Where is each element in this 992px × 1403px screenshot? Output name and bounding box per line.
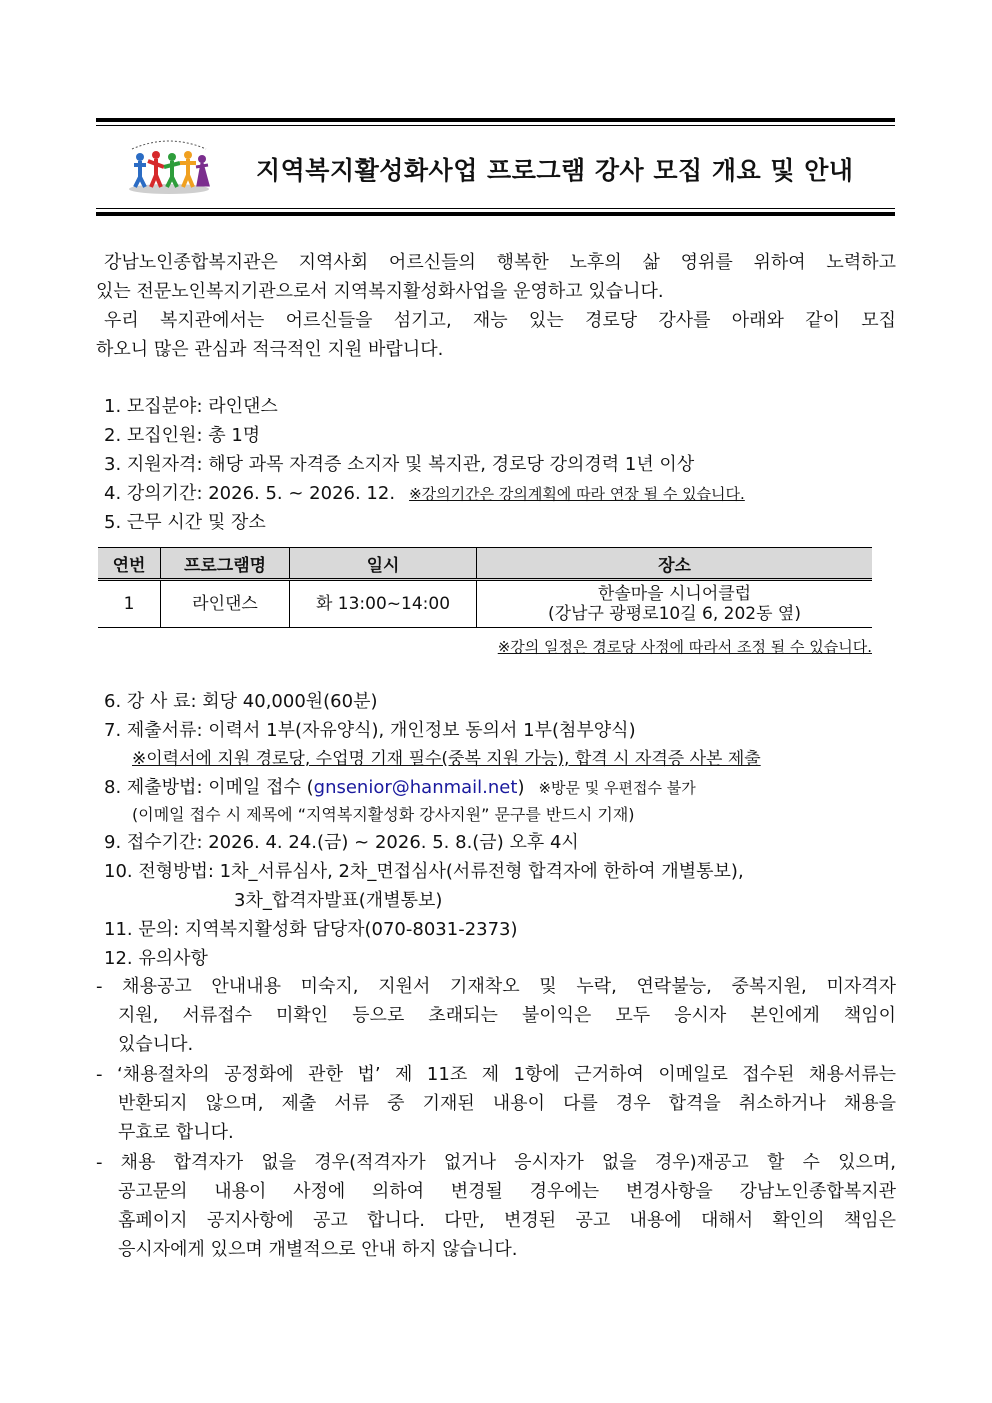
item-contact: 11. 문의: 지역복지활성화 담당자(070-8031-2373) [104,919,518,940]
page-title: 지역복지활성화사업 프로그램 강사 모집 개요 및 안내 [256,156,854,185]
item-selection-method: 10. 전형방법: 1차_서류심사, 2차_면접심사(서류전형 합격자에 한하여 개별통보), [104,861,744,882]
documents-note: ※이력서에 지원 경로당, 수업명 기재 필수(중복 지원 가능), 합격 시 자격증 사본 제출 [132,749,761,769]
table-header-row [98,548,872,580]
notice-2 [96,1060,896,1147]
item-notes-heading: 12. 유의사항 [104,948,208,969]
notice-3 [96,1148,896,1264]
dancing-people-logo-icon [126,137,212,195]
notice-1 [96,972,896,1059]
cell-time: 화 13:00~14:00 [290,580,477,628]
item-lecture-period [104,482,745,506]
notice-line: - 채용공고 안내내용 미숙지, 지원서 기재착오 및 누락, 연락불능, 중복지원, 미자격자 [96,976,896,997]
header-rule-bottom-thick [96,212,895,216]
submit-method-sub: (이메일 접수 시 제목에 “지역복지활성화 강사지원” 문구를 반드시 기재) [132,805,635,824]
cell-no: 1 [98,580,161,628]
schedule-note: ※강의 일정은 경로당 사정에 따라서 조정 될 수 있습니다. [497,638,872,656]
intro-paragraph-2 [96,306,896,364]
item-receipt-period: 9. 접수기간: 2026. 4. 24.(금) ~ 2026. 5. 8.(금) 오후 4시 [104,832,579,853]
item-recruit-count: 2. 모집인원: 총 1명 [104,425,261,446]
cell-place [477,580,873,628]
notice-line: 있습니다. [118,1034,194,1055]
item-documents: 7. 제출서류: 이력서 1부(자유양식), 개인정보 동의서 1부(첨부양식) [104,720,636,741]
notice-line: - ‘채용절차의 공정화에 관한 법’ 제 11조 제 1항에 근거하여 이메일로 접수된 채용서류는 [96,1064,896,1085]
intro-paragraph-1 [96,248,896,306]
col-header-time: 일시 [290,548,477,580]
notice-line: 반환되지 않으며, 제출 서류 중 기재된 내용이 다를 경우 합격을 취소하거나 채용을 [118,1093,896,1114]
notice-line: 공고문의 내용이 사정에 의하여 변경될 경우에는 변경사항을 강남노인종합복지관 [118,1181,896,1202]
header-rule-top-thin [96,125,895,126]
email-link[interactable]: gnsenior@hanmail.net [313,777,518,798]
item-submit-method [104,776,696,800]
col-header-place: 장소 [477,548,873,580]
col-header-no: 연번 [98,548,161,580]
notice-line: 지원, 서류접수 미확인 등으로 초래되는 불이익은 모두 응시자 본인에게 책임이 [118,1005,896,1026]
header-rule-bottom-thin [96,208,895,209]
intro-line: 우리 복지관에서는 어르신들을 섬기고, 재능 있는 경로당 강사를 아래와 같이 모집 [104,310,896,331]
selection-method-sub: 3차_합격자발표(개별통보) [234,890,443,911]
header-rule-top-thick [96,118,895,122]
notice-line: 응시자에게 있으며 개별적으로 안내 하지 않습니다. [118,1239,518,1260]
cell-program: 라인댄스 [161,580,290,628]
col-header-program: 프로그램명 [161,548,290,580]
intro-line: 하오니 많은 관심과 적극적인 지원 바랍니다. [96,339,444,360]
lecture-period-text: 4. 강의기간: 2026. 5. ~ 2026. 12. [104,483,396,504]
item-fee: 6. 강 사 료: 회당 40,000원(60분) [104,691,378,712]
intro-line: 있는 전문노인복지기관으로서 지역복지활성화사업을 운영하고 있습니다. [96,281,664,302]
item-qualification: 3. 지원자격: 해당 과목 자격증 소지자 및 복지관, 경로당 강의경력 1년 이상 [104,454,695,475]
intro-line: 강남노인종합복지관은 지역사회 어르신들의 행복한 노후의 삶 영위를 위하여 노력하고 [104,252,896,273]
schedule-table [98,547,872,628]
place-line-2: (강남구 광평로10길 6, 202동 옆) [548,604,801,624]
item-work-time-place: 5. 근무 시간 및 장소 [104,512,266,533]
notice-line: 무효로 합니다. [118,1122,234,1143]
place-line-1: 한솔마을 시니어클럽 [597,584,752,604]
item-recruit-field: 1. 모집분야: 라인댄스 [104,396,278,417]
lecture-period-note: ※강의기간은 강의계획에 따라 연장 될 수 있습니다. [409,485,745,503]
submit-method-suffix: ) [517,777,525,798]
notice-line: 홈페이지 공지사항에 공고 합니다. 다만, 변경된 공고 내용에 대해서 확인의 책임은 [118,1210,896,1231]
submit-method-note: ※방문 및 우편접수 불가 [538,779,696,797]
table-row [98,580,872,628]
header [96,135,895,201]
submit-method-prefix: 8. 제출방법: 이메일 접수 ( [104,777,314,798]
notice-line: - 채용 합격자가 없을 경우(적격자가 없거나 응시자가 없을 경우)재공고 할 수 있으며, [96,1152,896,1173]
